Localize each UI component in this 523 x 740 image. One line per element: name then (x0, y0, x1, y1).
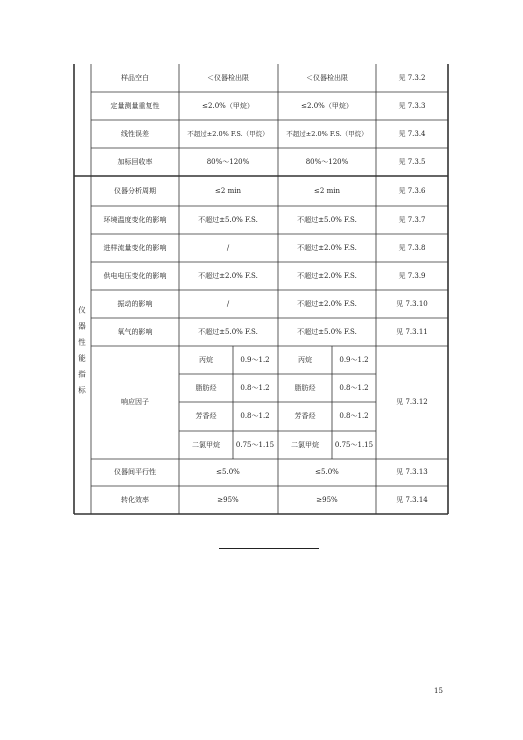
ref-cell: 见 7.3.10 (396, 300, 428, 308)
compound-name: 脂肪烃 (294, 384, 316, 392)
ref-cell: 见 7.3.12 (396, 398, 428, 406)
value-cell: 不超过±2.0% F.S. (198, 272, 258, 280)
value-cell: ≤5.0% (216, 468, 240, 476)
value-cell: 80%～120% (206, 158, 250, 166)
value-cell: ≤5.0% (315, 468, 339, 476)
group-label-char: 仪 (78, 305, 86, 315)
item-cell: 定量测量重复性 (110, 102, 160, 110)
compound-name: 芳香烃 (294, 412, 316, 420)
factor-range: 0.8～1.2 (339, 384, 369, 392)
factor-range: 0.8～1.2 (240, 412, 270, 420)
item-cell: 响应因子 (121, 398, 149, 406)
value-cell: ≤2 min (215, 187, 241, 195)
ref-cell: 见 7.3.6 (398, 187, 426, 195)
item-cell: 线性误差 (121, 130, 149, 138)
factor-range: 0.75～1.15 (235, 441, 275, 449)
factor-range: 0.8～1.2 (339, 412, 369, 420)
factor-range: 0.9～1.2 (240, 356, 270, 364)
value-cell: ≥95% (217, 496, 239, 504)
compound-name: 丙烷 (199, 356, 213, 364)
item-cell: 振动的影响 (117, 300, 153, 308)
compound-name: 芳香烃 (195, 412, 217, 420)
value-cell: 不超过±5.0% F.S. (198, 328, 258, 336)
item-cell: 样品空白 (121, 74, 149, 82)
compound-name: 二氯甲烷 (291, 441, 319, 449)
factor-range: 0.9～1.2 (339, 356, 369, 364)
value-cell: ＜仪器检出限 (306, 74, 348, 82)
ref-cell: 见 7.3.14 (396, 496, 428, 504)
item-cell: 环境温度变化的影响 (103, 216, 167, 224)
value-cell: ≤2.0%（甲烷） (202, 102, 254, 110)
compound-name: 脂肪烃 (195, 384, 217, 392)
value-cell: 不超过±2.0% F.S. (297, 272, 357, 280)
value-cell: 不超过±5.0% F.S. (297, 328, 357, 336)
item-cell: 供电电压变化的影响 (103, 272, 167, 280)
compound-name: 丙烷 (298, 356, 312, 364)
factor-range: 0.75～1.15 (334, 441, 374, 449)
value-cell: / (226, 300, 230, 308)
ref-cell: 见 7.3.5 (398, 158, 426, 166)
value-cell: 不超过±2.0% F.S.（甲烷） (187, 130, 269, 138)
group-label-char: 性 (78, 337, 86, 347)
group-label-char: 能 (78, 353, 86, 363)
group-label-char: 指 (78, 369, 86, 379)
item-cell: 进样流量变化的影响 (103, 244, 167, 252)
group-label-char: 标 (78, 385, 86, 395)
item-cell: 仪器分析周期 (114, 187, 156, 195)
end-rule (219, 548, 319, 549)
value-cell: 不超过±2.0% F.S.（甲烷） (286, 130, 368, 138)
value-cell: 不超过±2.0% F.S. (297, 244, 357, 252)
ref-cell: 见 7.3.7 (398, 216, 426, 224)
ref-cell: 见 7.3.9 (398, 272, 426, 280)
value-cell: ≥95% (316, 496, 338, 504)
item-cell: 氧气的影响 (117, 328, 153, 336)
factor-range: 0.8～1.2 (240, 384, 270, 392)
value-cell: 80%～120% (305, 158, 349, 166)
page-number: 15 (434, 687, 443, 695)
value-cell: 不超过±2.0% F.S. (297, 300, 357, 308)
item-cell: 仪器间平行性 (114, 468, 156, 476)
value-cell: 不超过±5.0% F.S. (198, 216, 258, 224)
value-cell: ≤2 min (314, 187, 340, 195)
item-cell: 加标回收率 (117, 158, 153, 166)
ref-cell: 见 7.3.2 (398, 74, 426, 82)
ref-cell: 见 7.3.4 (398, 130, 426, 138)
group-label-char: 器 (78, 321, 86, 331)
item-cell: 转化效率 (121, 496, 149, 504)
value-cell: ＜仪器检出限 (207, 74, 249, 82)
value-cell: / (226, 244, 230, 252)
value-cell: ≤2.0%（甲烷） (301, 102, 353, 110)
ref-cell: 见 7.3.11 (396, 328, 428, 336)
ref-cell: 见 7.3.3 (398, 102, 426, 110)
value-cell: 不超过±5.0% F.S. (297, 216, 357, 224)
ref-cell: 见 7.3.13 (396, 468, 428, 476)
ref-cell: 见 7.3.8 (398, 244, 426, 252)
compound-name: 二氯甲烷 (192, 441, 220, 449)
